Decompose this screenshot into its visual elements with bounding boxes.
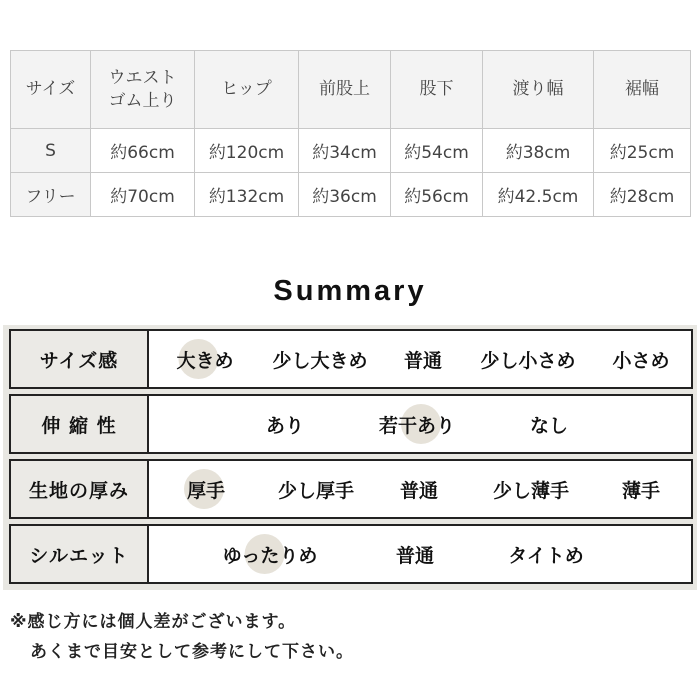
table-row [11,173,691,217]
table-cell: 約70cm [91,173,195,217]
option-label: 薄手 [621,479,661,502]
table-cell: 約120cm [195,129,299,173]
summary-row-silhouette [9,524,693,584]
option-label: 少し厚手 [277,479,355,502]
option-relaxed [223,526,318,582]
option-size-small [612,331,669,387]
option-label: 小さめ [612,349,670,372]
summary-row-size-feel [9,329,693,389]
header-size: サイズ [11,51,91,129]
option-stretch-yes [266,396,304,452]
summary-box [3,325,697,590]
header-front-rise: 前股上 [299,51,391,129]
header-hip: ヒップ [195,51,299,129]
option-label: 普通 [395,544,435,567]
option-silhouette-normal [396,526,434,582]
header-waist [91,51,195,129]
option-stretch-slight [379,396,455,452]
option-label: 少し小さめ [480,349,576,372]
option-label: あり [265,414,305,437]
table-cell: 約38cm [483,129,594,173]
table-cell: 約42.5cm [483,173,594,217]
header-waist-line-2: ゴム上り [108,90,177,111]
disclaimer-line-2: あくまで目安として参考にして下さい。 [30,642,354,662]
table-cell: 約25cm [594,129,691,173]
option-label: 少し大きめ [272,349,368,372]
size-label: フリー [11,173,91,217]
table-cell: 約56cm [391,173,483,217]
summary-row-stretch [9,394,693,454]
summary-title: Summary [273,275,427,307]
summary-row-label: 生地の厚み [11,461,149,517]
disclaimer-line-1: ※感じ方には個人差がございます。 [10,612,297,632]
option-label: 大きめ [176,349,234,372]
option-label: ゆったりめ [222,544,318,567]
option-size-normal [404,331,442,387]
option-label: 普通 [403,349,443,372]
size-table-header-row [11,51,691,129]
header-waist-line-1: ウエスト [108,67,177,88]
table-cell: 約34cm [299,129,391,173]
option-slightly-thick [278,461,354,517]
table-row [11,129,691,173]
size-label: S [11,129,91,173]
summary-row-thickness [9,459,693,519]
option-size-slightly-small [480,331,575,387]
option-size-slightly-large [272,331,367,387]
table-cell: 約36cm [299,173,391,217]
option-thickness-normal [400,461,438,517]
size-table [10,50,691,217]
table-cell: 約54cm [391,129,483,173]
option-label: 普通 [399,479,439,502]
option-slightly-thin [493,461,569,517]
option-label: タイトめ [508,544,584,567]
summary-row-label: サイズ感 [11,331,149,387]
option-label: 少し薄手 [492,479,570,502]
option-thick [187,461,225,517]
option-label: なし [529,414,569,437]
header-hem-width: 裾幅 [594,51,691,129]
table-cell: 約132cm [195,173,299,217]
option-label: 若干あり [378,414,456,437]
option-label: 厚手 [186,479,226,502]
option-tight [508,526,584,582]
header-thigh-width: 渡り幅 [483,51,594,129]
table-cell: 約28cm [594,173,691,217]
option-thin [622,461,660,517]
option-stretch-none [530,396,568,452]
header-inseam: 股下 [391,51,483,129]
summary-row-label: シルエット [11,526,149,582]
summary-row-label: 伸 縮 性 [11,396,149,452]
option-size-large [176,331,233,387]
table-cell: 約66cm [91,129,195,173]
